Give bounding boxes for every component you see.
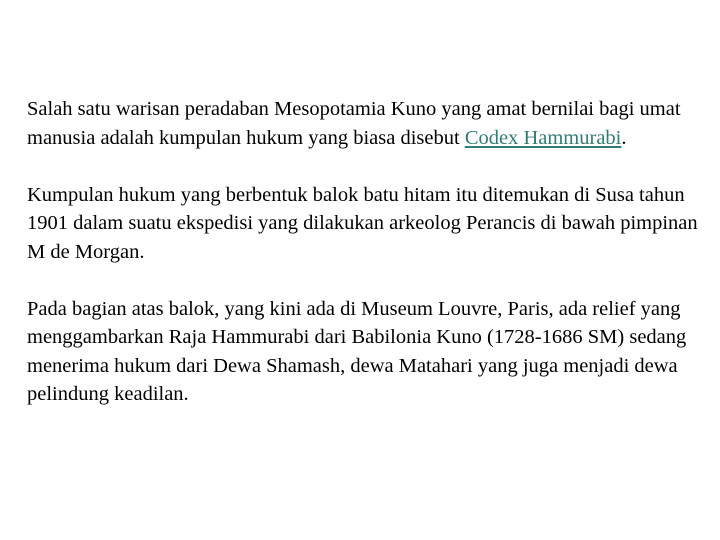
text-body [27, 95, 707, 437]
paragraph-discovery: Kumpulan hukum yang berbentuk balok batu hitam itu ditemukan di Susa tahun 1901 dalam suatu ekspedisi yang dilakukan arkeolog Perancis di bawah pimpinan M de Morgan. [27, 183, 698, 263]
codex-hammurabi-link[interactable]: Codex Hammurabi [464, 126, 622, 149]
paragraph-codex-intro [27, 95, 707, 152]
paragraph-relief: Pada bagian atas balok, yang kini ada di Museum Louvre, Paris, ada relief yang menggambarkan Raja Hammurabi dari Babilonia Kuno (1728-1686 SM) sedang menerima hukum dari Dewa Shamash, dewa Matahari yang juga menjadi dewa pelindung keadilan. [27, 297, 687, 405]
paragraph-codex-intro-text: Salah satu warisan peradaban Mesopotamia Kuno yang amat bernilai bagi umat manusia adalah kumpulan hukum yang biasa disebut [27, 98, 681, 149]
paragraph-codex-intro-end: . [621, 126, 627, 149]
